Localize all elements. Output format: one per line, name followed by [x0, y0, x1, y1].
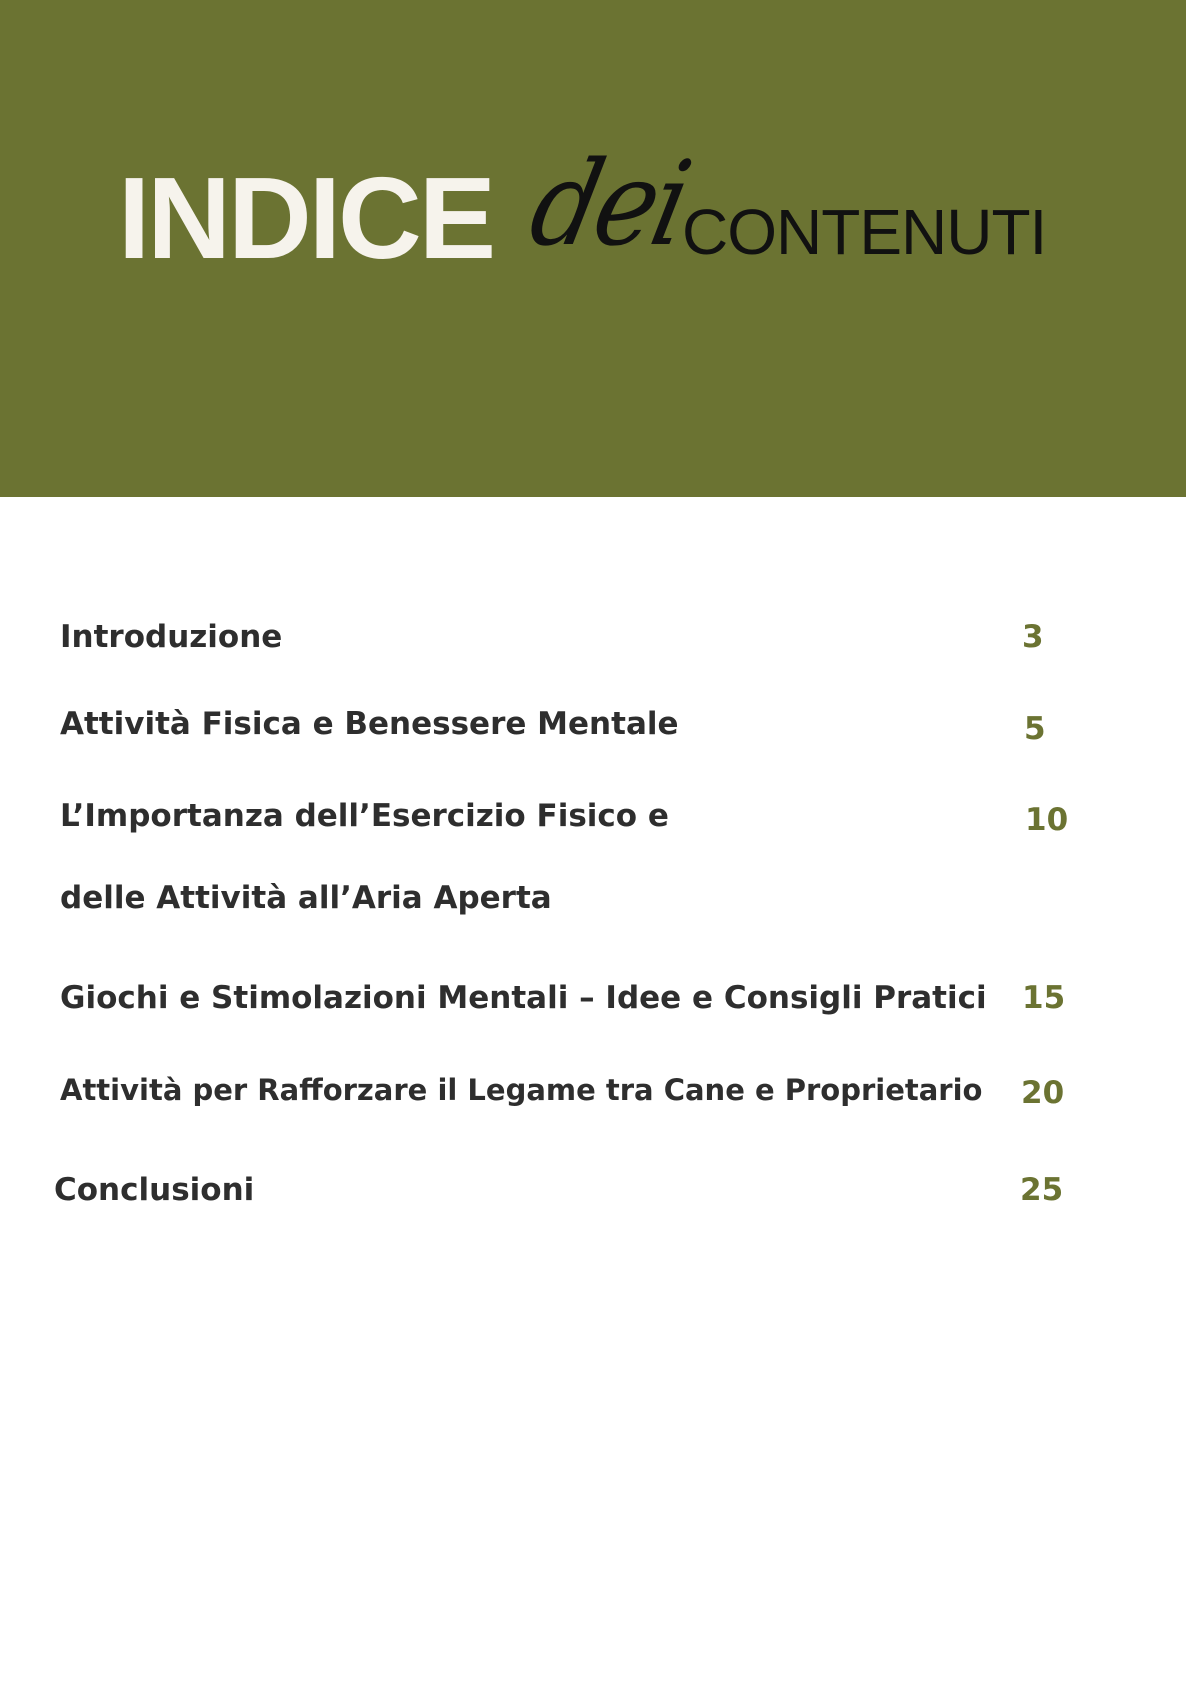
title-contenuti: CONTENUTI [682, 196, 1047, 268]
toc-item-page: 5 [1024, 711, 1046, 747]
toc-item-label: Introduzione [60, 619, 283, 655]
toc-item-label: Attività Fisica e Benessere Mentale [60, 706, 679, 742]
toc-item-page: 10 [1025, 802, 1069, 838]
title-indice: INDICE [118, 153, 494, 283]
toc-item-page: 20 [1021, 1075, 1065, 1111]
toc-item-label: Attività per Rafforzare il Legame tra Cane e Proprietario [60, 1073, 983, 1107]
toc-item-label: Conclusioni [54, 1172, 255, 1208]
title-dei-script: dei [519, 135, 699, 273]
toc-item-label: Giochi e Stimolazioni Mentali – Idee e Consigli Pratici [60, 980, 987, 1016]
toc-item-page: 15 [1022, 980, 1066, 1016]
toc-item-label-line2: delle Attività all’Aria Aperta [60, 880, 552, 916]
header-banner [0, 0, 1186, 497]
toc-item-page: 25 [1020, 1172, 1064, 1208]
toc-item-page: 3 [1022, 619, 1044, 655]
toc-item-label: L’Importanza dell’Esercizio Fisico e [60, 798, 669, 834]
